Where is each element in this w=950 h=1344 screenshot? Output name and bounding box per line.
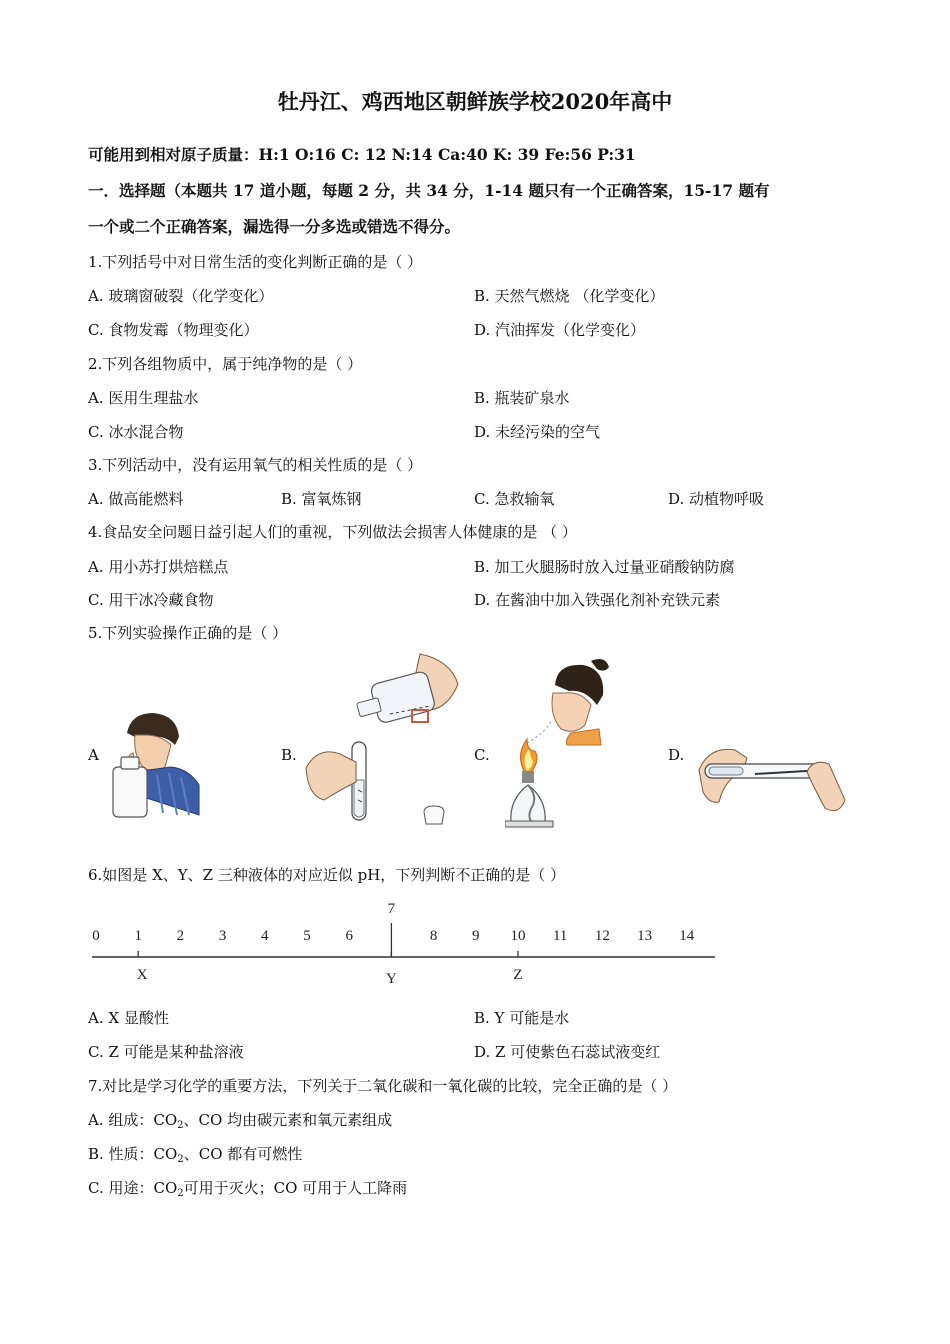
ph-tick-label: 2 bbox=[176, 928, 185, 944]
figure-c-blowing-lamp bbox=[505, 655, 620, 830]
q6-option-d: D. Z 可使紫色石蕊试液变红 bbox=[474, 1043, 661, 1061]
q3-option-a: A. 做高能燃料 bbox=[88, 490, 184, 508]
ph-marker-label-y: Y bbox=[385, 971, 397, 987]
ph-tick-label: 5 bbox=[303, 928, 311, 944]
q2-stem: 2.下列各组物质中，属于纯净物的是（ ） bbox=[88, 355, 363, 373]
q6-option-b: B. Y 可能是水 bbox=[474, 1009, 570, 1027]
q1-option-d: D. 汽油挥发（化学变化） bbox=[474, 321, 646, 339]
q4-option-b: B. 加工火腿肠时放入过量亚硝酸钠防腐 bbox=[474, 558, 735, 576]
q5-label-d: D. bbox=[668, 746, 685, 764]
q2-option-a: A. 医用生理盐水 bbox=[88, 389, 199, 407]
ph-tick-label: 8 bbox=[429, 928, 438, 944]
q7-option-b: B. 性质：$CO_2$、CO 都有可燃性 bbox=[88, 1145, 303, 1165]
ph-scale-figure bbox=[80, 895, 730, 990]
q3-option-b: B. 富氧炼钢 bbox=[281, 490, 362, 508]
section-heading-line2: 一个或二个正确答案，漏选得一分多选或错选不得分。 bbox=[88, 217, 461, 236]
ph-tick-label: 14 bbox=[679, 928, 695, 944]
q6-option-c: C. Z 可能是某种盐溶液 bbox=[88, 1043, 244, 1061]
q7-option-a: A. 组成：$CO_2$、CO 均由碳元素和氧元素组成 bbox=[88, 1111, 393, 1131]
q7-option-c: C. 用途：$CO_2$可用于灭火；CO 可用于人工降雨 bbox=[88, 1179, 408, 1199]
q5-label-a: A bbox=[88, 746, 99, 764]
atomic-masses: 可能用到相对原子质量：H:1 O:16 C: 12 N:14 Ca:40 K: 39 Fe:56 P:31 bbox=[88, 145, 636, 164]
ph-tick-label: 1 bbox=[134, 928, 142, 944]
q2-option-c: C. 冰水混合物 bbox=[88, 423, 184, 441]
section-heading-line1: 一．选择题（本题共 17 道小题，每题 2 分，共 34 分，1-14 题只有一个正确答案，15-17 题有 bbox=[88, 181, 770, 200]
q1-option-a: A. 玻璃窗破裂（化学变化） bbox=[88, 287, 274, 305]
ph-tick-label: 9 bbox=[472, 928, 480, 944]
q4-option-d: D. 在酱油中加入铁强化剂补充铁元素 bbox=[474, 591, 721, 609]
q4-stem: 4.食品安全问题日益引起人们的重视，下列做法会损害人体健康的是 （ ） bbox=[88, 523, 577, 541]
q6-stem: 6.如图是 X、Y、Z 三种液体的对应近似 pH，下列判断不正确的是（ ） bbox=[88, 866, 566, 884]
q2-option-b: B. 瓶装矿泉水 bbox=[474, 389, 570, 407]
ph-tick-label: 11 bbox=[552, 928, 568, 944]
figure-d-holding-test-tube bbox=[695, 730, 850, 825]
ph-tick-label: 12 bbox=[594, 928, 610, 944]
figure-b-pouring-liquid bbox=[300, 650, 465, 830]
ph-tick-label: 7 bbox=[387, 901, 396, 917]
ph-tick-label: 4 bbox=[261, 928, 269, 944]
q6-option-a: A. X 显酸性 bbox=[88, 1009, 169, 1027]
q2-option-d: D. 未经污染的空气 bbox=[474, 423, 601, 441]
q3-option-d: D. 动植物呼吸 bbox=[668, 490, 765, 508]
q1-option-b: B. 天然气燃烧 （化学变化） bbox=[474, 287, 665, 305]
figure-a-smelling-bottle bbox=[105, 705, 205, 820]
q3-option-c: C. 急救输氧 bbox=[474, 490, 555, 508]
ph-tick-label: 13 bbox=[637, 928, 653, 944]
q5-label-b: B. bbox=[281, 746, 297, 764]
page-title: 牡丹江、鸡西地区朝鲜族学校2020年高中 bbox=[277, 89, 673, 114]
ph-marker-label-z: Z bbox=[513, 967, 523, 983]
ph-tick-label: 0 bbox=[92, 928, 100, 944]
ph-tick-label: 3 bbox=[218, 928, 227, 944]
q5-label-c: C. bbox=[474, 746, 490, 764]
ph-tick-label: 10 bbox=[510, 928, 526, 944]
q1-option-c: C. 食物发霉（物理变化） bbox=[88, 321, 259, 339]
q1-stem: 1.下列括号中对日常生活的变化判断正确的是（ ） bbox=[88, 253, 423, 271]
ph-tick-label: 6 bbox=[345, 928, 353, 944]
ph-marker-label-x: X bbox=[136, 967, 148, 983]
q4-option-a: A. 用小苏打烘焙糕点 bbox=[88, 558, 229, 576]
q3-stem: 3.下列活动中，没有运用氧气的相关性质的是（ ） bbox=[88, 456, 423, 474]
q4-option-c: C. 用干冰冷藏食物 bbox=[88, 591, 214, 609]
q7-stem: 7.对比是学习化学的重要方法，下列关于二氧化碳和一氧化碳的比较，完全正确的是（ ） bbox=[88, 1077, 678, 1095]
q5-stem: 5.下列实验操作正确的是（ ） bbox=[88, 624, 288, 642]
